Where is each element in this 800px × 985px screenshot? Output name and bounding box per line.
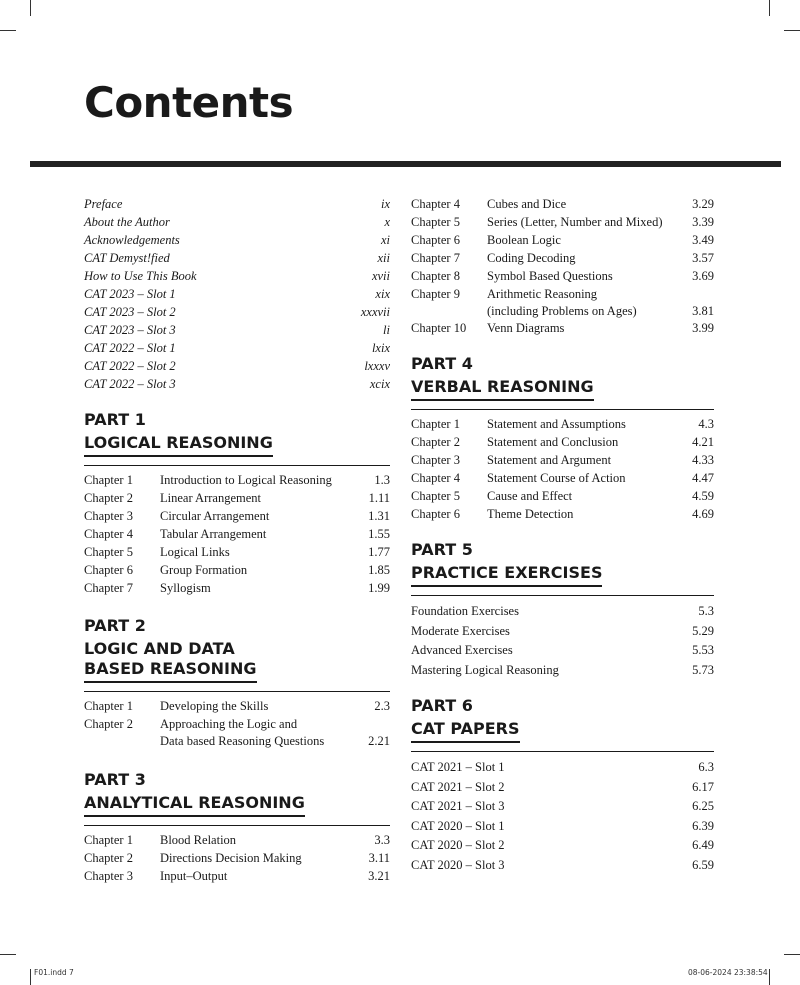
footer-file: F01.indd 7 — [34, 968, 74, 977]
chapter-number: Chapter 4 — [84, 527, 133, 541]
page-number: 6.3 — [698, 760, 714, 774]
page-number: 3.29 — [692, 197, 714, 211]
page-number: 3.21 — [368, 869, 390, 883]
entry-title: Blood Relation — [160, 833, 237, 847]
toc-entry[interactable] — [84, 472, 390, 490]
page-number: 1.55 — [368, 527, 390, 541]
entry-title: Statement and Conclusion — [487, 435, 619, 449]
toc-entry[interactable] — [411, 641, 714, 661]
entry-title: Foundation Exercises — [411, 604, 519, 618]
entry-title: CAT 2020 – Slot 1 — [411, 818, 505, 833]
chapter-number: Chapter 4 — [411, 471, 460, 485]
entry-title: CAT 2021 – Slot 2 — [411, 779, 505, 794]
chapter-number: Chapter 8 — [411, 269, 460, 283]
entry-title: CAT Demyst!fied — [84, 251, 170, 265]
toc-entry[interactable] — [84, 304, 390, 322]
toc-entry[interactable] — [84, 580, 390, 598]
part-5-section — [411, 540, 714, 680]
front-matter-list — [84, 196, 390, 394]
entry-title: Input–Output — [160, 869, 228, 883]
chapter-number: Chapter 6 — [411, 233, 460, 247]
chapter-number: Chapter 5 — [411, 215, 460, 229]
entry-title: CAT 2022 – Slot 1 — [84, 341, 176, 355]
chapter-number: Chapter 1 — [84, 699, 133, 713]
entry-title: How to Use This Book — [84, 269, 197, 283]
toc-entry[interactable] — [84, 508, 390, 526]
part-title — [411, 719, 520, 743]
entry-title-block — [487, 268, 680, 285]
toc-entry[interactable] — [84, 544, 390, 562]
chapter-number: Chapter 5 — [411, 489, 460, 503]
entry-title: Series (Letter, Number and Mixed) — [487, 215, 663, 229]
page-number: li — [383, 323, 390, 337]
toc-entry[interactable] — [411, 856, 714, 876]
page-number: 6.49 — [692, 838, 714, 852]
chapter-number: Chapter 6 — [411, 507, 460, 521]
part-title-line: BASED REASONING — [84, 659, 257, 678]
part-3-continued — [411, 196, 714, 338]
part-title — [84, 433, 273, 457]
entry-list — [411, 602, 714, 680]
part-title-line: CAT PAPERS — [411, 719, 520, 738]
page-number: 1.99 — [368, 581, 390, 595]
divider — [84, 691, 390, 692]
page-number: 2.3 — [374, 699, 390, 713]
entry-title: Statement and Assumptions — [487, 417, 626, 431]
page-number: 3.3 — [374, 833, 390, 847]
toc-entry[interactable] — [84, 268, 390, 286]
chapter-number: Chapter 3 — [84, 509, 133, 523]
crop-mark — [0, 30, 16, 31]
page-number: ix — [380, 197, 390, 211]
chapter-number: Chapter 3 — [411, 453, 460, 467]
page-number: 6.59 — [692, 857, 714, 872]
toc-entry[interactable] — [411, 602, 714, 622]
toc-entry[interactable] — [84, 698, 390, 716]
entry-title: Moderate Exercises — [411, 623, 510, 638]
entry-title: Developing the Skills — [160, 699, 269, 713]
part-6-section — [411, 696, 714, 875]
chapter-number: Chapter 2 — [84, 851, 133, 865]
entry-title-block — [487, 196, 680, 213]
toc-entry[interactable] — [411, 797, 714, 817]
part-title-line: PRACTICE EXERCISES — [411, 563, 603, 582]
entry-title: Syllogism — [160, 581, 211, 595]
chapter-number: Chapter 3 — [84, 869, 133, 883]
part-label: PART 1 — [84, 410, 146, 429]
page-number: xvii — [371, 269, 390, 283]
toc-entry[interactable] — [411, 778, 714, 798]
part-4-section — [411, 354, 714, 524]
entry-title: Logical Links — [160, 545, 230, 559]
toc-entry[interactable] — [411, 232, 714, 250]
crop-mark — [769, 969, 770, 985]
entry-title: Statement Course of Action — [487, 471, 626, 485]
entry-title-block — [160, 490, 356, 507]
toc-entry[interactable] — [411, 817, 714, 837]
page-number: 6.17 — [692, 779, 714, 794]
part-title-line: VERBAL REASONING — [411, 377, 594, 396]
entry-title-block — [160, 698, 356, 715]
part-label: PART 4 — [411, 354, 473, 373]
entry-title-block — [160, 850, 356, 867]
entry-title: Advanced Exercises — [411, 643, 513, 657]
part-label: PART 5 — [411, 540, 473, 559]
divider — [84, 825, 390, 826]
page-number: 5.73 — [692, 662, 714, 677]
toc-entry[interactable] — [411, 268, 714, 286]
entry-title: Circular Arrangement — [160, 509, 270, 523]
entry-title-block — [487, 434, 680, 451]
page-number: 2.21 — [368, 734, 390, 748]
footer-timestamp: 08-06-2024 23:38:54 — [688, 968, 768, 977]
entry-title: Statement and Argument — [487, 453, 612, 467]
entry-title-block — [160, 716, 356, 750]
chapter-number: Chapter 6 — [84, 563, 133, 577]
part-label: PART 6 — [411, 696, 473, 715]
page-number: 3.39 — [692, 215, 714, 229]
page-number: xix — [375, 287, 390, 301]
entry-title: Arithmetic Reasoning — [487, 287, 598, 301]
toc-entry[interactable] — [411, 416, 714, 434]
entry-title-block — [160, 832, 356, 849]
crop-mark — [784, 954, 800, 955]
toc-entry[interactable] — [411, 488, 714, 506]
entry-title-block — [160, 562, 356, 579]
part-2-section — [84, 616, 390, 750]
page-number: 5.3 — [698, 604, 714, 618]
entry-title-block — [160, 472, 356, 489]
entry-title: CAT 2023 – Slot 3 — [84, 323, 176, 337]
entry-title: Directions Decision Making — [160, 851, 302, 865]
left-column — [84, 196, 390, 886]
part-label: PART 2 — [84, 616, 146, 635]
toc-entry[interactable] — [411, 758, 714, 778]
entry-title-block — [487, 232, 680, 249]
crop-mark — [784, 30, 800, 31]
toc-entry[interactable] — [84, 832, 390, 850]
part-1-section — [84, 410, 390, 598]
part-title — [84, 639, 257, 683]
entry-title-block — [487, 488, 680, 505]
entry-title: CAT 2023 – Slot 2 — [84, 305, 176, 319]
page-number: 5.29 — [692, 623, 714, 638]
crop-mark — [30, 969, 31, 985]
part-label: PART 3 — [84, 770, 146, 789]
page-title: Contents — [84, 78, 294, 127]
title-rule — [30, 161, 781, 167]
entry-title-block — [160, 580, 356, 597]
chapter-number: Chapter 1 — [411, 417, 460, 431]
entry-title: Group Formation — [160, 563, 248, 577]
page-number: 1.31 — [368, 509, 390, 523]
entry-title: Mastering Logical Reasoning — [411, 662, 559, 677]
toc-entry[interactable] — [411, 470, 714, 488]
crop-mark — [0, 954, 16, 955]
chapter-number: Chapter 7 — [411, 251, 460, 265]
divider — [411, 595, 714, 596]
page-number: lxix — [371, 341, 390, 355]
toc-entry[interactable] — [411, 214, 714, 232]
entry-title: Cause and Effect — [487, 489, 573, 503]
toc-entry[interactable] — [411, 452, 714, 470]
page-number: 3.99 — [692, 321, 714, 335]
entry-title-block — [160, 526, 356, 543]
toc-entry[interactable] — [84, 196, 390, 214]
page-number: 4.3 — [698, 417, 714, 431]
entry-list — [411, 758, 714, 875]
entry-title-block — [487, 214, 680, 231]
entry-title: CAT 2020 – Slot 3 — [411, 857, 505, 872]
page-number: 1.11 — [368, 491, 390, 505]
entry-title: Cubes and Dice — [487, 197, 567, 211]
entry-title: Preface — [84, 197, 123, 211]
entry-title-block — [487, 452, 680, 469]
chapter-number: Chapter 9 — [411, 287, 460, 301]
page-number: lxxxv — [364, 359, 390, 373]
chapter-number: Chapter 2 — [411, 435, 460, 449]
page-number: 4.59 — [692, 489, 714, 503]
page-number: 4.33 — [692, 453, 714, 467]
divider — [411, 409, 714, 410]
toc-entry[interactable] — [84, 232, 390, 250]
page-number: 5.53 — [692, 643, 714, 657]
chapter-number: Chapter 1 — [84, 473, 133, 487]
entry-title: Theme Detection — [487, 507, 574, 521]
chapter-number: Chapter 5 — [84, 545, 133, 559]
page-number: xxxvii — [360, 305, 390, 319]
toc-entry[interactable] — [84, 850, 390, 868]
toc-entry[interactable] — [411, 434, 714, 452]
toc-entry[interactable] — [84, 358, 390, 376]
entry-title-block — [160, 868, 356, 885]
page-number: 1.77 — [368, 545, 390, 559]
entry-title-block — [487, 416, 680, 433]
toc-entry[interactable] — [411, 836, 714, 856]
entry-title-block — [487, 320, 680, 337]
entry-title: CAT 2022 – Slot 3 — [84, 377, 176, 391]
divider — [84, 465, 390, 466]
entry-title-cont: Data based Reasoning Questions — [160, 734, 325, 748]
page-number: 3.69 — [692, 269, 714, 283]
page-number: 6.25 — [692, 799, 714, 813]
page-number: 6.39 — [692, 818, 714, 833]
page-number: 3.57 — [692, 251, 714, 265]
part-title — [411, 563, 602, 587]
part-title-line: LOGICAL REASONING — [84, 433, 273, 452]
entry-title: Symbol Based Questions — [487, 269, 613, 283]
part-3-section — [84, 770, 390, 886]
page-number: xcix — [369, 377, 390, 391]
part-title-line: ANALYTICAL REASONING — [84, 793, 305, 812]
toc-entry[interactable] — [411, 320, 714, 338]
divider — [411, 751, 714, 752]
toc-entry[interactable] — [411, 661, 714, 681]
page-number: 3.81 — [692, 304, 714, 318]
page-number: 4.69 — [692, 507, 714, 521]
part-title — [411, 377, 594, 401]
page-number: 1.85 — [368, 563, 390, 577]
chapter-number: Chapter 1 — [84, 833, 133, 847]
entry-title: Venn Diagrams — [487, 321, 565, 335]
toc-entry[interactable] — [84, 562, 390, 580]
toc-entry[interactable] — [84, 214, 390, 232]
chapter-number: Chapter 4 — [411, 197, 460, 211]
entry-title-block — [160, 544, 356, 561]
toc-entry[interactable] — [84, 286, 390, 304]
page-number: xii — [377, 251, 390, 265]
entry-title-block — [487, 250, 680, 267]
chapter-number: Chapter 2 — [84, 717, 133, 731]
entry-title: CAT 2021 – Slot 3 — [411, 799, 505, 813]
page-number: x — [384, 215, 390, 229]
entry-title: Introduction to Logical Reasoning — [160, 473, 332, 487]
toc-entry[interactable] — [84, 490, 390, 508]
toc-entry[interactable] — [84, 868, 390, 886]
page-number: 1.3 — [374, 473, 390, 487]
toc-entry[interactable] — [84, 526, 390, 544]
toc-entry[interactable] — [411, 196, 714, 214]
entry-title-cont: (including Problems on Ages) — [487, 304, 637, 318]
page-number: xi — [380, 233, 390, 247]
entry-title-block — [160, 508, 356, 525]
entry-title: Coding Decoding — [487, 251, 576, 265]
entry-title: Acknowledgements — [84, 233, 180, 247]
entry-title: Linear Arrangement — [160, 491, 261, 505]
toc-entry[interactable] — [84, 376, 390, 394]
toc-entry[interactable] — [84, 250, 390, 268]
entry-title-block — [487, 470, 680, 487]
entry-title-block — [487, 286, 680, 320]
toc-entry[interactable] — [411, 250, 714, 268]
entry-title: Approaching the Logic and — [160, 717, 298, 731]
entry-title-block — [487, 506, 680, 523]
entry-title: CAT 2023 – Slot 1 — [84, 287, 176, 301]
entry-title: CAT 2021 – Slot 1 — [411, 760, 505, 774]
toc-entry[interactable] — [411, 506, 714, 524]
entry-title: CAT 2020 – Slot 2 — [411, 838, 505, 852]
right-column — [411, 196, 714, 875]
toc-entry[interactable] — [411, 622, 714, 642]
toc-entry[interactable] — [411, 286, 714, 320]
page-number: 3.49 — [692, 233, 714, 247]
part-title-line: LOGIC AND DATA — [84, 639, 235, 658]
entry-title: About the Author — [84, 215, 170, 229]
crop-mark — [769, 0, 770, 16]
toc-entry[interactable] — [84, 322, 390, 340]
chapter-number: Chapter 7 — [84, 581, 133, 595]
chapter-number: Chapter 10 — [411, 321, 467, 335]
page-number: 4.21 — [692, 435, 714, 449]
entry-title: Boolean Logic — [487, 233, 561, 247]
toc-entry[interactable] — [84, 340, 390, 358]
entry-title: CAT 2022 – Slot 2 — [84, 359, 176, 373]
page-number: 3.11 — [368, 851, 390, 865]
part-title — [84, 793, 305, 817]
toc-entry[interactable] — [84, 716, 390, 750]
crop-mark — [30, 0, 31, 16]
chapter-number: Chapter 2 — [84, 491, 133, 505]
entry-title: Tabular Arrangement — [160, 527, 267, 541]
page-number: 4.47 — [692, 471, 714, 485]
